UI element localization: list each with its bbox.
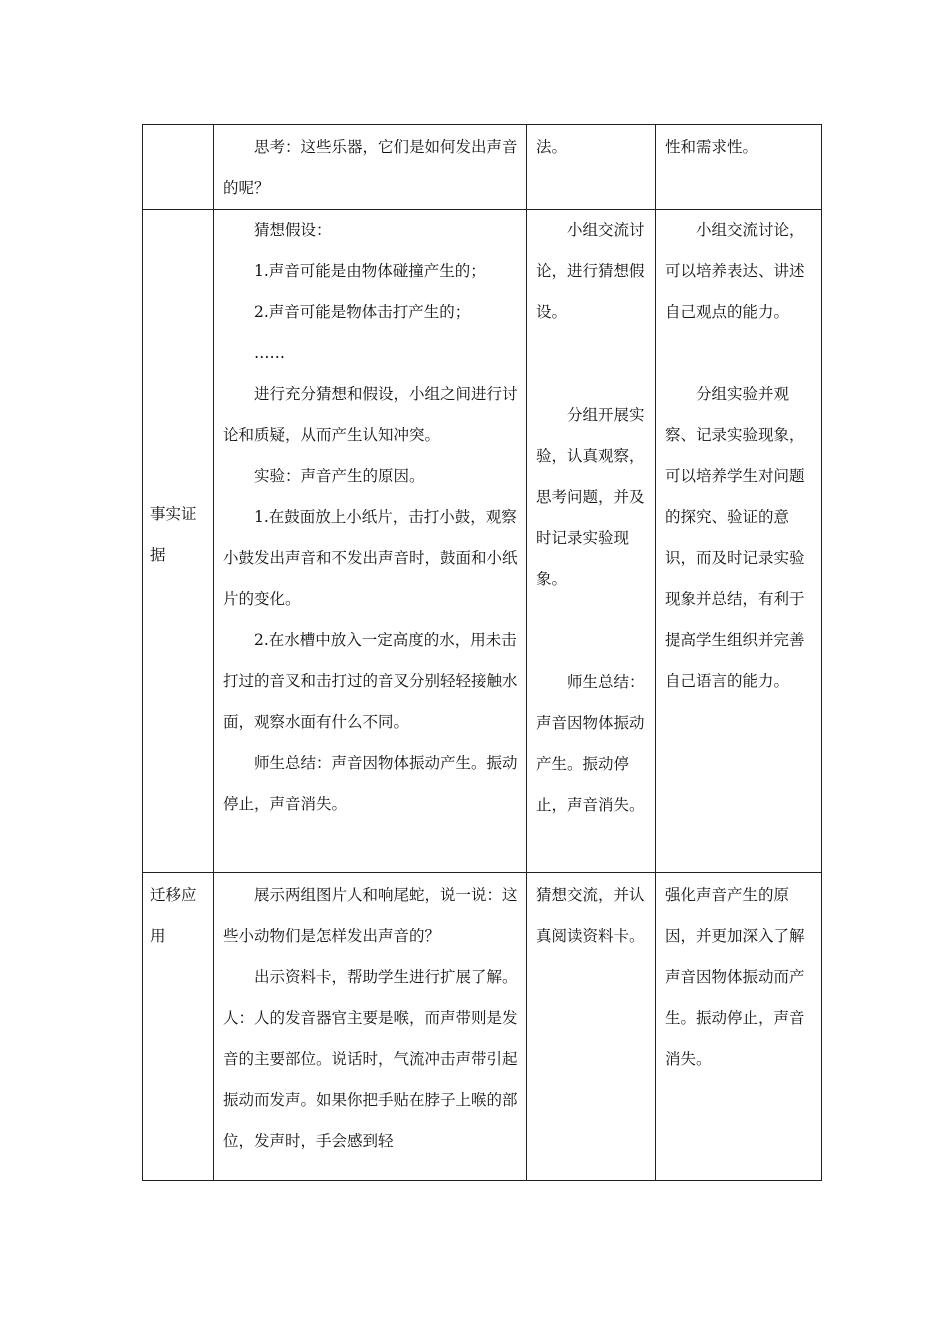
table-row: [143, 125, 822, 210]
lesson-plan-table: [142, 124, 822, 1181]
paragraph: 思考：这些乐器，它们是如何发出声音的呢？: [223, 138, 518, 197]
teacher-activity-cell: [214, 125, 527, 210]
paragraph: 法。: [536, 138, 568, 156]
student-activity-cell: [527, 125, 656, 210]
paragraph: 分组开展实验，认真观察，思考问题，并及时记录实验现象。: [536, 406, 645, 588]
paragraph: 师生总结：声音因物体振动产生。振动停止，声音消失。: [536, 673, 645, 814]
stage-cell: [143, 210, 214, 873]
paragraph: 展示两组图片人和响尾蛇，说一说：这些小动物们是怎样发出声音的？: [223, 886, 518, 945]
teacher-activity-cell: [214, 210, 527, 873]
paragraph: 分组实验并观察、记录实验现象，可以培养学生对问题的探究、验证的意识，而及时记录实验现象并总结，有利于提高学生组织并完善自己语言的能力。: [665, 385, 805, 690]
paragraph: 猜想交流，并认真阅读资料卡。: [536, 886, 645, 945]
stage-cell: [143, 125, 214, 210]
paragraph: 2.声音可能是物体击打产生的；: [254, 303, 471, 321]
paragraph: 人：人的发音器官主要是喉，而声带则是发音的主要部位。说话时，气流冲击声带引起振动而发声。如果你把手贴在脖子上喉的部位，发声时，手会感到轻: [223, 1009, 518, 1150]
paragraph: 小组交流讨论，进行猜想假设。: [536, 221, 645, 321]
stage-label: 迁移应用: [150, 886, 197, 945]
table-row: [143, 210, 822, 873]
student-activity-cell: [527, 873, 656, 1181]
stage-label: 事实证据: [150, 505, 197, 564]
design-intent-cell: [656, 873, 822, 1181]
paragraph: 猜想假设：: [254, 221, 332, 239]
paragraph: 2.在水槽中放入一定高度的水，用未击打过的音叉和击打过的音叉分别轻轻接触水面，观察水面有什么不同。: [223, 631, 518, 731]
design-intent-cell: [656, 210, 822, 873]
paragraph: 师生总结：声音因物体振动产生。振动停止，声音消失。: [223, 754, 518, 813]
student-activity-cell: [527, 210, 656, 873]
paragraph: 1.声音可能是由物体碰撞产生的；: [254, 262, 486, 280]
teacher-activity-cell: [214, 873, 527, 1181]
paragraph: 实验：声音产生的原因。: [254, 467, 425, 485]
table-row: [143, 873, 822, 1181]
paragraph: ……: [254, 344, 285, 362]
paragraph: 性和需求性。: [665, 138, 759, 156]
paragraph: 强化声音产生的原因，并更加深入了解声音因物体振动而产生。振动停止，声音消失。: [665, 886, 805, 1068]
stage-cell: [143, 873, 214, 1181]
paragraph: 进行充分猜想和假设，小组之间进行讨论和质疑，从而产生认知冲突。: [223, 385, 518, 444]
paragraph: 1.在鼓面放上小纸片，击打小鼓，观察小鼓发出声音和不发出声音时，鼓面和小纸片的变化。: [223, 508, 518, 608]
paragraph: 出示资料卡，帮助学生进行扩展了解。: [254, 968, 518, 986]
paragraph: 小组交流讨论，可以培养表达、讲述自己观点的能力。: [665, 221, 805, 321]
design-intent-cell: [656, 125, 822, 210]
